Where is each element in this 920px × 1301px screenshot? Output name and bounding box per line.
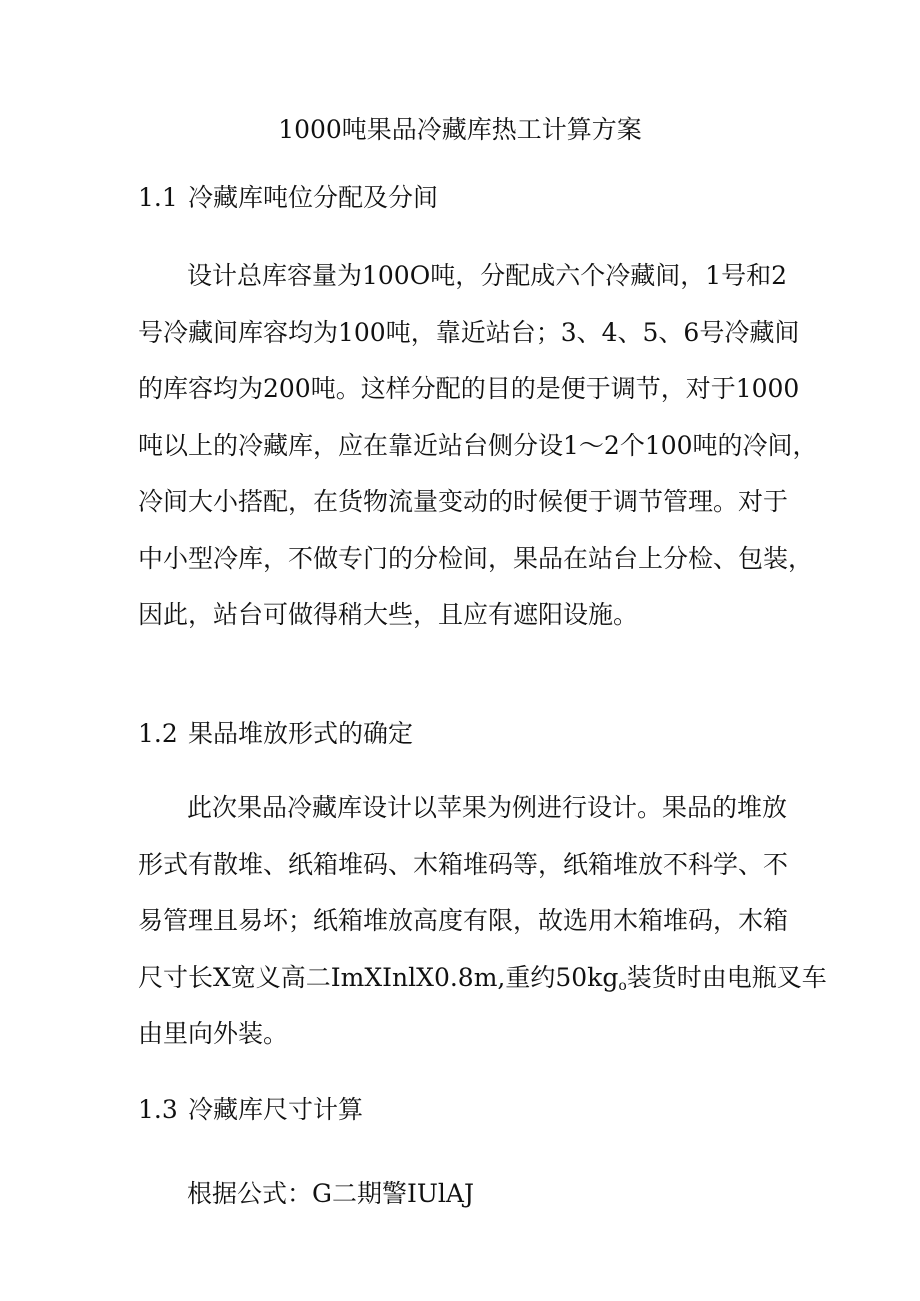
line-text-tail: 装货时由电瓶叉车	[626, 962, 827, 992]
paragraph-line	[138, 950, 827, 1007]
section-number: 1.1	[138, 183, 178, 212]
paragraph-line: 冷间大小搭配，在货物流量变动的时候便于调节管理。对于	[138, 487, 789, 516]
paragraph-line: 号冷藏间库容均为100吨，靠近站台；3、4、5、6号冷藏间	[138, 317, 800, 347]
section-number: 1.2	[138, 719, 178, 748]
paragraph-line: 易管理且易坏；纸箱堆放高度有限，故选用木箱堆码，木箱	[138, 906, 789, 935]
paragraph-line: 的库容均为200吨。这样分配的目的是便于调节，对于1000	[138, 374, 800, 403]
paragraph-1-3	[138, 1166, 788, 1223]
section-title: 冷藏库吨位分配及分间	[188, 183, 439, 212]
paragraph-line: 吨以上的冷藏库，应在靠近站台侧分设1～2个100吨的冷间，	[138, 430, 818, 460]
paragraph-line: 形式有散堆、纸箱堆码、木箱堆码等，纸箱堆放不科学、不	[138, 849, 789, 879]
section-number: 1.3	[138, 1095, 178, 1124]
section-title: 果品堆放形式的确定	[188, 719, 414, 748]
paragraph-line: 设计总库容量为100O吨，分配成六个冷藏间，1号和2	[187, 261, 788, 290]
line-text: 尺寸长X宽义高二ImXInlX0.8m,重约50kg	[138, 962, 619, 992]
section-heading-1-1	[138, 181, 438, 215]
paragraph-1-2	[138, 780, 827, 1063]
paragraph-line: 此次果品冷藏库设计以苹果为例进行设计。果品的堆放	[187, 793, 788, 822]
paragraph-line: 因此，站台可做得稍大些，且应有遮阳设施。	[138, 600, 639, 629]
document-title: 1000吨果品冷藏库热工计算方案	[278, 115, 642, 144]
paragraph-line: 中小型冷库，不做专门的分检间，果品在站台上分检、包装，	[138, 543, 814, 573]
paragraph-line: 根据公式：G二期警IUlAJ	[187, 1179, 474, 1208]
section-heading-1-2	[138, 717, 413, 751]
paragraph-line: 由里向外装。	[138, 1019, 289, 1048]
subscript-mark: o	[618, 977, 627, 994]
section-title: 冷藏库尺寸计算	[188, 1095, 364, 1124]
section-heading-1-3	[138, 1093, 363, 1127]
paragraph-1-1	[138, 248, 818, 644]
